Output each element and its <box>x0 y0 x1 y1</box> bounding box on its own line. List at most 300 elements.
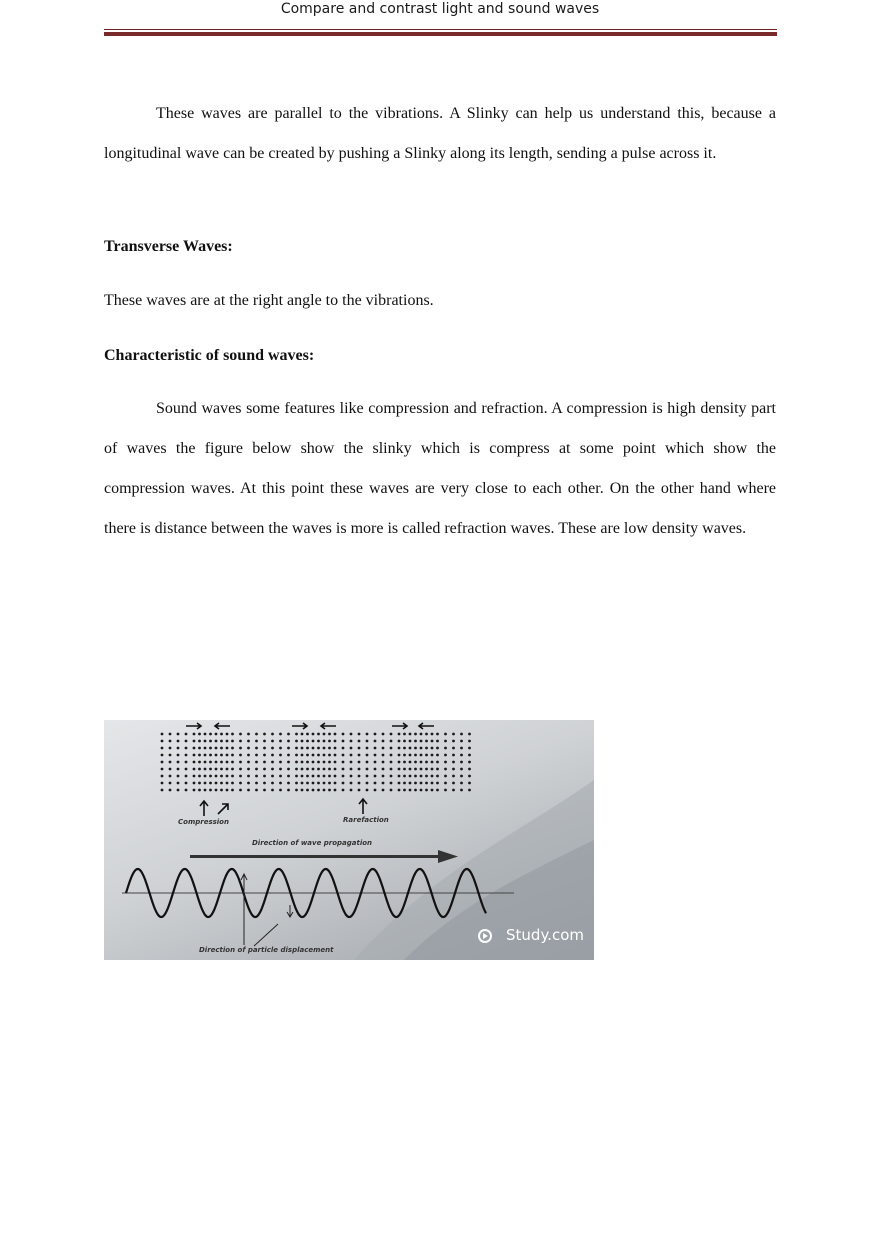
transverse-heading: Transverse Waves: <box>104 238 233 255</box>
particle-dot <box>350 768 353 771</box>
particle-dot <box>198 740 201 743</box>
particle-dot <box>358 754 361 757</box>
particle-dot <box>301 768 304 771</box>
particle-dot <box>220 761 223 764</box>
particle-dot-grid <box>161 733 471 792</box>
particle-dot <box>255 789 258 792</box>
particle-dot <box>334 754 337 757</box>
intro-section <box>104 94 776 174</box>
particle-dot <box>436 782 439 785</box>
particle-dot <box>295 761 298 764</box>
particle-dot <box>177 782 180 785</box>
particle-dot <box>231 775 234 778</box>
particle-dot <box>177 761 180 764</box>
particle-dot <box>460 740 463 743</box>
particle-dot <box>431 733 434 736</box>
particle-dot <box>239 754 242 757</box>
particle-dot <box>255 782 258 785</box>
particle-dot <box>452 789 455 792</box>
particle-dot <box>420 747 423 750</box>
particle-dot <box>403 733 406 736</box>
particle-dot <box>460 733 463 736</box>
particle-dot <box>414 761 417 764</box>
particle-dot <box>358 789 361 792</box>
particle-dot <box>209 768 212 771</box>
particle-dot <box>161 733 164 736</box>
particle-dot <box>350 754 353 757</box>
particle-dot <box>390 747 393 750</box>
particle-dot <box>271 782 274 785</box>
particle-dot <box>215 761 218 764</box>
particle-dot <box>334 740 337 743</box>
particle-dot <box>460 782 463 785</box>
particle-dot <box>263 761 266 764</box>
particle-dot <box>398 789 401 792</box>
particle-dot <box>468 775 471 778</box>
particle-dot <box>279 782 282 785</box>
particle-dot <box>323 747 326 750</box>
particle-dot <box>239 747 242 750</box>
particle-dot <box>271 733 274 736</box>
particle-dot <box>328 747 331 750</box>
particle-dot <box>279 789 282 792</box>
particle-dot <box>444 754 447 757</box>
particle-dot <box>342 740 345 743</box>
particle-dot <box>323 740 326 743</box>
particle-dot <box>263 782 266 785</box>
particle-dot <box>398 768 401 771</box>
particle-dot <box>366 747 369 750</box>
particle-dot <box>374 754 377 757</box>
particle-dot <box>169 768 172 771</box>
particle-dot <box>390 775 393 778</box>
particle-dot <box>409 789 412 792</box>
particle-dot <box>263 768 266 771</box>
transverse-text: These waves are at the right angle to the vibrations. <box>104 292 434 309</box>
particle-dot <box>161 782 164 785</box>
particle-dot <box>334 761 337 764</box>
particle-dot <box>255 733 258 736</box>
particle-dot <box>358 782 361 785</box>
particle-dot <box>255 754 258 757</box>
particle-dot <box>271 768 274 771</box>
particle-dot <box>263 775 266 778</box>
particle-dot <box>231 789 234 792</box>
particle-dot <box>342 761 345 764</box>
particle-dot <box>468 733 471 736</box>
particle-dot <box>317 789 320 792</box>
particle-dot <box>287 754 290 757</box>
particle-dot <box>231 768 234 771</box>
particle-dot <box>366 761 369 764</box>
propagation-arrow <box>190 850 458 863</box>
particle-dot <box>409 768 412 771</box>
particle-dot <box>403 775 406 778</box>
particle-dot <box>231 747 234 750</box>
transverse-heading-block <box>104 237 776 257</box>
particle-dot <box>409 754 412 757</box>
particle-dot <box>444 782 447 785</box>
particle-dot <box>452 761 455 764</box>
particle-dot <box>444 733 447 736</box>
particle-dot <box>231 740 234 743</box>
particle-dot <box>342 789 345 792</box>
characteristic-heading: Characteristic of sound waves: <box>104 347 315 364</box>
particle-dot <box>247 775 250 778</box>
particle-dot <box>185 754 188 757</box>
particle-dot <box>436 733 439 736</box>
particle-dot <box>317 747 320 750</box>
particle-dot <box>420 768 423 771</box>
particle-dot <box>185 768 188 771</box>
particle-dot <box>398 740 401 743</box>
page-header-title: Compare and contrast light and sound waves <box>280 1 600 17</box>
particle-dot <box>436 775 439 778</box>
particle-dot <box>198 761 201 764</box>
particle-dot <box>414 740 417 743</box>
particle-dot <box>226 768 229 771</box>
particle-dot <box>306 754 309 757</box>
particle-dot <box>220 789 223 792</box>
particle-dot <box>185 740 188 743</box>
particle-dot <box>161 789 164 792</box>
particle-dot <box>452 740 455 743</box>
particle-dot <box>425 789 428 792</box>
particle-dot <box>403 754 406 757</box>
particle-dot <box>374 768 377 771</box>
particle-dot <box>317 740 320 743</box>
particle-dot <box>452 768 455 771</box>
particle-dot <box>204 754 207 757</box>
particle-dot <box>209 789 212 792</box>
particle-dot <box>198 768 201 771</box>
particle-dot <box>414 733 417 736</box>
particle-dot <box>312 768 315 771</box>
particle-dot <box>193 733 196 736</box>
particle-dot <box>247 747 250 750</box>
particle-dot <box>409 782 412 785</box>
particle-dot <box>301 754 304 757</box>
particle-dot <box>312 740 315 743</box>
particle-dot <box>460 747 463 750</box>
particle-dot <box>398 733 401 736</box>
particle-dot <box>301 782 304 785</box>
particle-dot <box>452 733 455 736</box>
particle-dot <box>374 740 377 743</box>
particle-dot <box>460 754 463 757</box>
compression-label: Compression <box>178 818 229 826</box>
particle-dot <box>468 782 471 785</box>
particle-dot <box>220 782 223 785</box>
particle-dot <box>287 775 290 778</box>
particle-dot <box>460 789 463 792</box>
particle-dot <box>198 747 201 750</box>
particle-dot <box>382 761 385 764</box>
particle-dot <box>398 747 401 750</box>
particle-dot <box>271 740 274 743</box>
particle-dot <box>209 761 212 764</box>
particle-dot <box>239 768 242 771</box>
particle-dot <box>204 782 207 785</box>
particle-dot <box>425 782 428 785</box>
particle-dot <box>209 740 212 743</box>
intro-paragraph: These waves are parallel to the vibrations. A Slinky can help us understand this, because a longitudinal wave can be created by pushing a Slinky along its length, sending a pulse across it. <box>104 105 776 162</box>
particle-dot <box>312 782 315 785</box>
particle-dot <box>198 733 201 736</box>
particle-dot <box>328 740 331 743</box>
particle-dot <box>342 747 345 750</box>
particle-dot <box>295 789 298 792</box>
particle-dot <box>350 782 353 785</box>
particle-dot <box>247 754 250 757</box>
particle-dot <box>366 754 369 757</box>
particle-dot <box>306 789 309 792</box>
particle-dot <box>358 768 361 771</box>
particle-dot <box>358 761 361 764</box>
particle-dot <box>301 789 304 792</box>
particle-dot <box>403 761 406 764</box>
particle-dot <box>358 775 361 778</box>
particle-dot <box>382 768 385 771</box>
particle-dot <box>215 789 218 792</box>
particle-dot <box>161 768 164 771</box>
particle-dot <box>390 789 393 792</box>
particle-dot <box>425 747 428 750</box>
particle-dot <box>177 789 180 792</box>
particle-dot <box>366 789 369 792</box>
particle-dot <box>414 782 417 785</box>
header-divider-thin <box>104 29 777 30</box>
particle-dot <box>215 768 218 771</box>
particle-dot <box>398 761 401 764</box>
particle-dot <box>255 761 258 764</box>
particle-dot <box>425 768 428 771</box>
particle-dot <box>444 740 447 743</box>
particle-dot <box>263 740 266 743</box>
particle-dot <box>198 789 201 792</box>
particle-dot <box>301 733 304 736</box>
characteristic-paragraph: Sound waves some features like compression and refraction. A compression is high density part of waves the figure below show the slinky which is compress at some point which show the compression waves. At this point these waves are very close to each other. On the other hand where there is distance between the waves is more is called refraction waves. These are low density waves. <box>104 400 776 537</box>
particle-dot <box>420 754 423 757</box>
particle-dot <box>342 733 345 736</box>
particle-dot <box>204 733 207 736</box>
particle-dot <box>193 775 196 778</box>
particle-dot <box>220 775 223 778</box>
particle-dot <box>169 761 172 764</box>
particle-dot <box>403 782 406 785</box>
particle-dot <box>390 733 393 736</box>
particle-dot <box>414 789 417 792</box>
particle-dot <box>444 768 447 771</box>
particle-dot <box>198 782 201 785</box>
particle-dot <box>287 782 290 785</box>
particle-dot <box>436 754 439 757</box>
particle-dot <box>169 754 172 757</box>
particle-dot <box>334 747 337 750</box>
sound-wave-figure <box>104 720 594 960</box>
particle-dot <box>452 775 455 778</box>
particle-dot <box>317 761 320 764</box>
particle-dot <box>452 754 455 757</box>
particle-dot <box>209 782 212 785</box>
particle-dot <box>239 789 242 792</box>
particle-dot <box>414 775 417 778</box>
particle-dot <box>317 754 320 757</box>
particle-dot <box>350 789 353 792</box>
particle-dot <box>414 754 417 757</box>
particle-dot <box>444 775 447 778</box>
particle-dot <box>209 754 212 757</box>
particle-dot <box>342 782 345 785</box>
particle-dot <box>431 747 434 750</box>
particle-dot <box>382 775 385 778</box>
particle-dot <box>350 733 353 736</box>
particle-dot <box>209 775 212 778</box>
particle-dot <box>169 789 172 792</box>
particle-dot <box>185 789 188 792</box>
particle-dot <box>452 782 455 785</box>
particle-dot <box>425 733 428 736</box>
watermark: Study.com <box>506 926 584 944</box>
displacement-label: Direction of particle displacement <box>199 946 334 954</box>
particle-dot <box>279 768 282 771</box>
particle-dot <box>374 733 377 736</box>
particle-dot <box>334 733 337 736</box>
particle-dot <box>306 782 309 785</box>
particle-dot <box>382 789 385 792</box>
particle-dot <box>409 761 412 764</box>
particle-dot <box>317 768 320 771</box>
particle-dot <box>169 782 172 785</box>
particle-dot <box>193 761 196 764</box>
particle-dot <box>209 733 212 736</box>
particle-dot <box>460 775 463 778</box>
particle-dot <box>431 789 434 792</box>
particle-dot <box>431 775 434 778</box>
particle-dot <box>328 761 331 764</box>
particle-dot <box>390 768 393 771</box>
particle-dot <box>231 782 234 785</box>
particle-dot <box>185 782 188 785</box>
particle-dot <box>323 782 326 785</box>
particle-dot <box>185 733 188 736</box>
characteristic-heading-block <box>104 346 776 366</box>
particle-dot <box>306 761 309 764</box>
particle-dot <box>193 782 196 785</box>
particle-dot <box>390 740 393 743</box>
particle-dot <box>215 754 218 757</box>
particle-dot <box>198 754 201 757</box>
particle-dot <box>431 740 434 743</box>
particle-dot <box>409 740 412 743</box>
particle-dot <box>239 740 242 743</box>
particle-dot <box>306 733 309 736</box>
particle-dot <box>220 768 223 771</box>
particle-dot <box>334 782 337 785</box>
particle-dot <box>390 782 393 785</box>
particle-dot <box>279 747 282 750</box>
particle-dot <box>226 740 229 743</box>
particle-dot <box>301 761 304 764</box>
particle-dot <box>312 761 315 764</box>
particle-dot <box>409 747 412 750</box>
particle-dot <box>247 733 250 736</box>
particle-dot <box>328 789 331 792</box>
particle-dot <box>295 754 298 757</box>
particle-dot <box>161 747 164 750</box>
particle-dot <box>295 740 298 743</box>
particle-dot <box>226 761 229 764</box>
particle-dot <box>295 768 298 771</box>
particle-dot <box>287 768 290 771</box>
particle-dot <box>398 782 401 785</box>
particle-dot <box>342 768 345 771</box>
particle-dot <box>436 747 439 750</box>
particle-dot <box>382 747 385 750</box>
particle-dot <box>271 775 274 778</box>
particle-dot <box>295 733 298 736</box>
particle-dot <box>279 754 282 757</box>
particle-dot <box>295 782 298 785</box>
particle-dot <box>382 782 385 785</box>
particle-dot <box>398 754 401 757</box>
particle-dot <box>323 768 326 771</box>
label-pointer-arrows <box>200 799 367 816</box>
particle-dot <box>306 768 309 771</box>
particle-dot <box>161 761 164 764</box>
particle-dot <box>231 733 234 736</box>
particle-dot <box>350 761 353 764</box>
particle-dot <box>366 740 369 743</box>
particle-dot <box>215 782 218 785</box>
particle-dot <box>425 740 428 743</box>
particle-dot <box>444 761 447 764</box>
particle-dot <box>312 733 315 736</box>
particle-dot <box>185 775 188 778</box>
particle-dot <box>177 733 180 736</box>
particle-dot <box>420 761 423 764</box>
particle-dot <box>366 768 369 771</box>
particle-dot <box>342 775 345 778</box>
particle-dot <box>436 761 439 764</box>
particle-dot <box>366 782 369 785</box>
particle-dot <box>220 754 223 757</box>
particle-dot <box>403 789 406 792</box>
particle-dot <box>239 775 242 778</box>
particle-dot <box>306 740 309 743</box>
particle-dot <box>204 761 207 764</box>
particle-dot <box>255 747 258 750</box>
particle-dot <box>420 789 423 792</box>
particle-dot <box>177 775 180 778</box>
particle-dot <box>306 775 309 778</box>
particle-dot <box>177 768 180 771</box>
particle-dot <box>287 789 290 792</box>
particle-dot <box>301 775 304 778</box>
particle-dot <box>403 740 406 743</box>
particle-dot <box>226 754 229 757</box>
particle-dot <box>431 761 434 764</box>
particle-dot <box>403 768 406 771</box>
particle-dot <box>239 782 242 785</box>
particle-dot <box>444 747 447 750</box>
particle-dot <box>295 775 298 778</box>
particle-dot <box>350 747 353 750</box>
particle-dot <box>350 775 353 778</box>
particle-dot <box>287 740 290 743</box>
particle-dot <box>239 733 242 736</box>
particle-dot <box>323 754 326 757</box>
